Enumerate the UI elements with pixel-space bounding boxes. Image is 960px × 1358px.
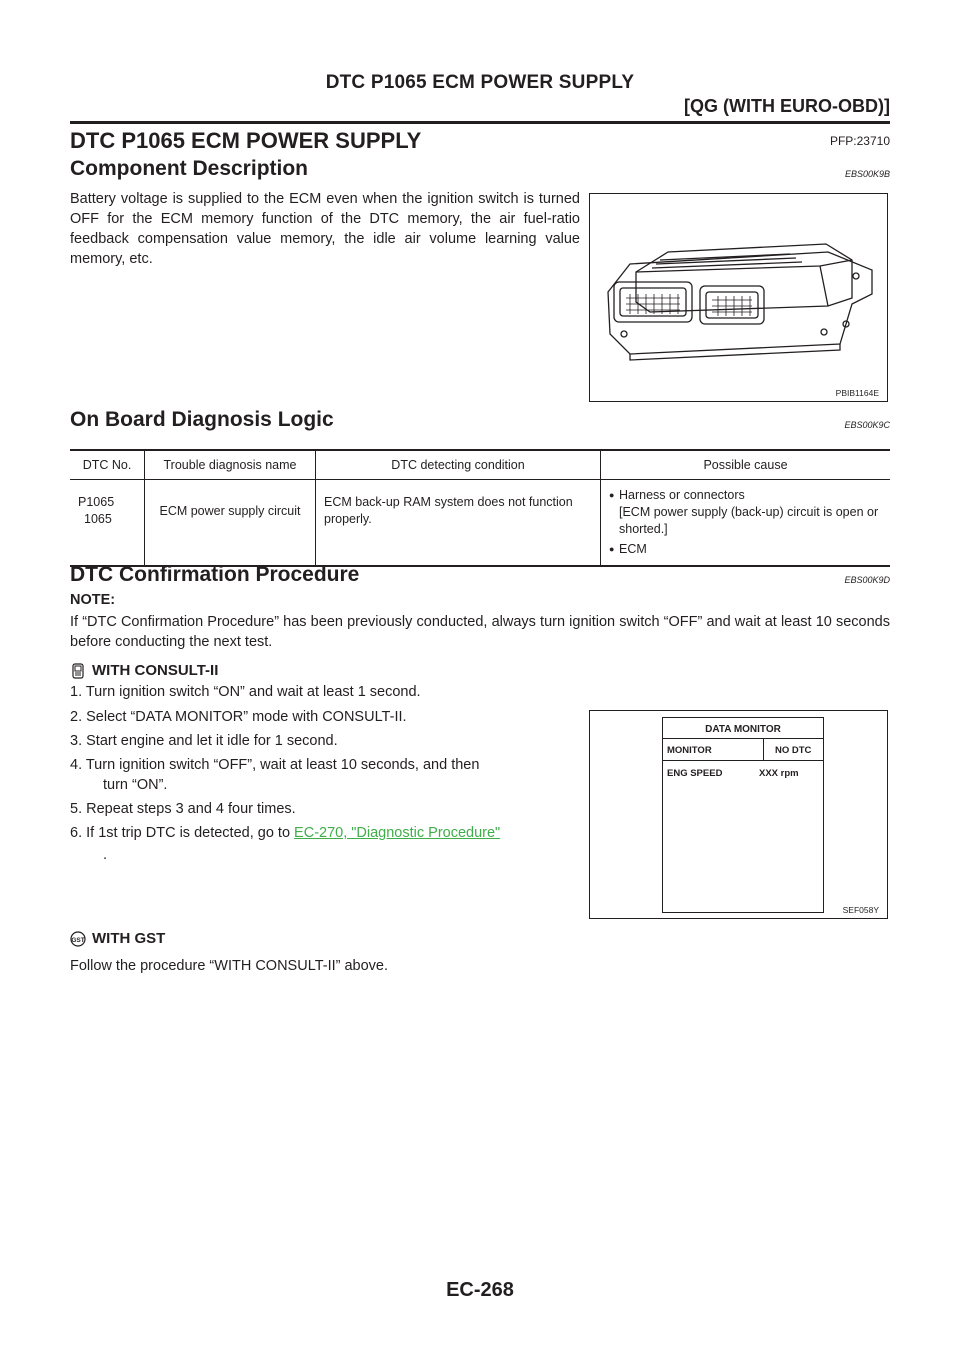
table-row: [70, 480, 890, 567]
component-ref: EBS00K9B: [844, 169, 890, 179]
step-4-continued: turn “ON”.: [103, 777, 168, 793]
cell-condition: ECM back-up RAM system does not function properly.: [316, 480, 601, 567]
header-rule: [70, 121, 890, 124]
cell-possible-cause: [601, 480, 891, 567]
diagnosis-table: [70, 449, 890, 567]
diagnosis-ref: EBS00K9C: [844, 420, 890, 430]
monitor-title: DATA MONITOR: [705, 724, 781, 735]
component-heading: Component Description: [70, 157, 309, 180]
bullet-icon: ●: [609, 490, 615, 500]
consult-label-text: WITH CONSULT-II: [92, 662, 219, 679]
col-detecting-condition: DTC detecting condition: [316, 450, 601, 480]
step-6: [70, 823, 580, 843]
gst-label-text: WITH GST: [92, 930, 166, 947]
running-header-subtitle: [QG (WITH EURO-OBD)]: [684, 96, 890, 116]
gst-mode-label: [70, 930, 165, 947]
consult-icon: [70, 663, 86, 679]
col-trouble-name: Trouble diagnosis name: [145, 450, 316, 480]
note-label: NOTE:: [70, 592, 116, 608]
monitor-item: ENG SPEED: [667, 768, 723, 779]
cause-1: Harness or connectors: [619, 488, 745, 502]
consult-mode-label: [70, 662, 218, 679]
note-text: If “DTC Confirmation Procedure” has been previously conducted, always turn ignition switch “OFF” and wait at least 10 seconds before conducting the next test.: [70, 614, 890, 650]
monitor-screen: [662, 717, 824, 913]
col-possible-cause: Possible cause: [601, 450, 891, 480]
diagnostic-procedure-link[interactable]: EC-270, "Diagnostic Procedure": [294, 825, 501, 841]
bullet-icon: ●: [609, 544, 615, 554]
confirmation-ref: EBS00K9D: [844, 575, 890, 585]
monitor-divider: [663, 760, 823, 761]
monitor-col2: NO DTC: [775, 745, 812, 756]
dtc-code-short: 1065: [84, 512, 112, 526]
data-monitor-figure: [589, 710, 888, 919]
page-number: EC-268: [446, 1279, 514, 1301]
monitor-divider: [663, 738, 823, 739]
step-6-text: 6. If 1st trip DTC is detected, go to: [70, 825, 295, 841]
cell-dtc-no: [70, 480, 145, 567]
step-4: 4. Turn ignition switch “OFF”, wait at least 10 seconds, and then: [70, 757, 480, 773]
step-3: 3. Start engine and let it idle for 1 second.: [70, 733, 338, 749]
gst-icon: [70, 931, 86, 947]
section-title: DTC P1065 ECM POWER SUPPLY: [70, 128, 422, 153]
confirmation-heading: DTC Confirmation Procedure: [70, 563, 360, 586]
cell-trouble-name: ECM power supply circuit: [145, 480, 316, 567]
monitor-col-divider: [763, 738, 764, 760]
step-2: 2. Select “DATA MONITOR” mode with CONSULT-II.: [70, 709, 407, 725]
dtc-code: P1065: [78, 495, 115, 509]
svg-text:GST: GST: [71, 936, 85, 944]
col-dtc-no: DTC No.: [70, 450, 145, 480]
component-text: Battery voltage is supplied to the ECM even when the ignition switch is turned OFF for the ECM memory function of the DTC memory, the air fuel-ratio feedback compensation value memory, the idle air volume learning value memory, etc.: [70, 191, 580, 267]
step-5: 5. Repeat steps 3 and 4 four times.: [70, 801, 296, 817]
ecm-figure-id: PBIB1164E: [835, 388, 879, 398]
monitor-value: XXX rpm: [759, 768, 799, 779]
list-item: [609, 487, 882, 504]
monitor-col1: MONITOR: [667, 745, 712, 756]
pfp-code: PFP:23710: [829, 134, 890, 148]
ecm-figure: [589, 193, 888, 402]
diagnosis-heading: On Board Diagnosis Logic: [70, 408, 334, 431]
step-6-period: .: [103, 847, 108, 863]
list-item: [609, 541, 882, 558]
gst-text: Follow the procedure “WITH CONSULT-II” above.: [70, 958, 389, 974]
ecm-illustration: [590, 194, 887, 401]
monitor-figure-id: SEF058Y: [842, 905, 879, 915]
running-header-title: DTC P1065 ECM POWER SUPPLY: [325, 72, 635, 93]
cause-1-detail: [ECM power supply (back-up) circuit is open or shorted.]: [619, 505, 879, 536]
cause-2: ECM: [619, 542, 647, 556]
step-1: 1. Turn ignition switch “ON” and wait at least 1 second.: [70, 684, 421, 700]
